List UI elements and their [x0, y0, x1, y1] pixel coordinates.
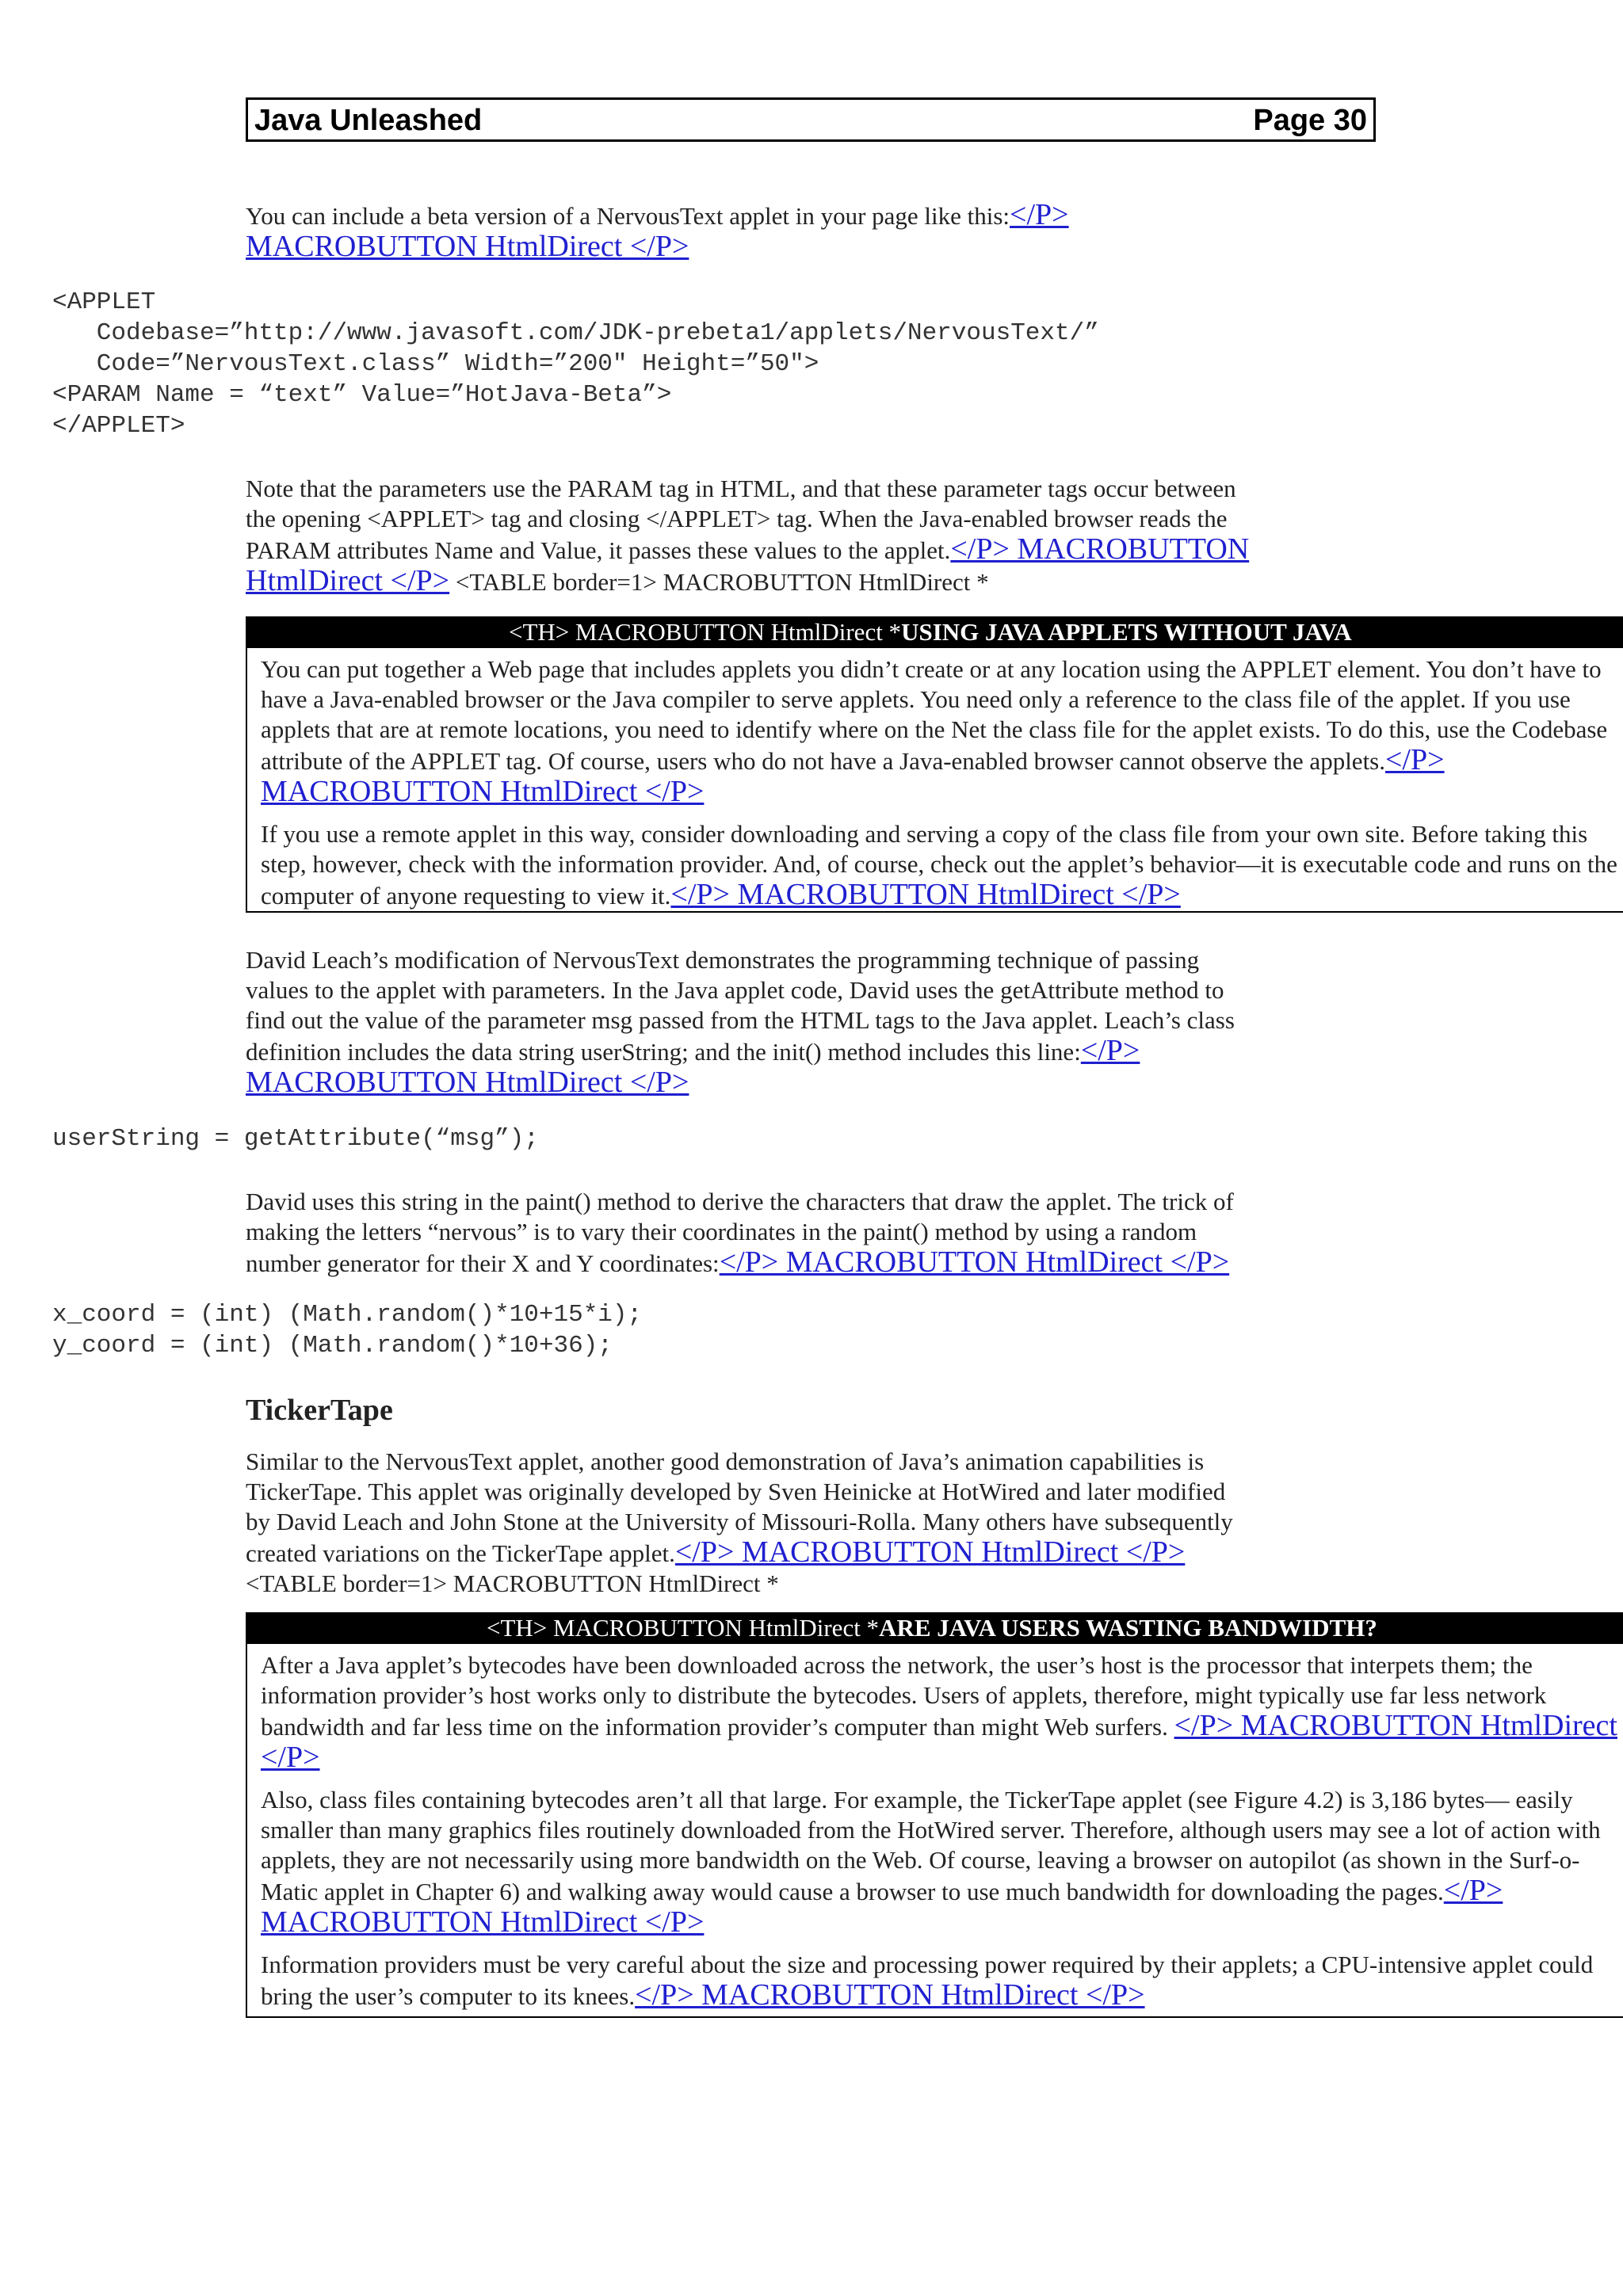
macrobutton-link[interactable]: HtmlDirect </P>: [246, 564, 450, 597]
sidebar-paragraph: Information providers must be very careful about the size and processing power required by their applets; a CPU-intensive applet could bring the user’s computer to its knees.</P> MACROBUTTON HtmlDirect </P>: [261, 1951, 1594, 2012]
sidebar-paragraph: You can put together a Web page that includes applets you didn’t create or at any location using the APPLET element. You don’t have to have a Java-enabled browser or the Java compiler to serve applets. You need only a reference to the class file of the applet. If you use applets that are at remote locations, you need to identify where on the Net the class file for the applet exists. To do this, use the Codebase attribute of the APPLET tag. Of course, users who do not have a Java-enabled browser cannot observe the applets.</P> MACROBUTTON HtmlDirect </P>: [261, 655, 1608, 808]
macrobutton-link[interactable]: </P>: [1010, 198, 1069, 231]
sidebar-paragraph: If you use a remote applet in this way, consider downloading and serving a copy of the class file from your own site. Before taking this step, however, check with the information provider. And, of course, check out the applet’s behavior—it is executable code and runs on the computer of anyone requesting to view it.</P> MACROBUTTON HtmlDirect </P>: [261, 820, 1617, 911]
macrobutton-link[interactable]: </P> MACROBUTTON: [950, 532, 1250, 566]
macrobutton-link[interactable]: </P> MACROBUTTON HtmlDirect </P>: [261, 1874, 1503, 1939]
paragraph-param-note: Note that the parameters use the PARAM tag in HTML, and that these parameter tags occur between the opening <APPLET> tag and closing </APPLET> tag. When the Java-enabled browser reads the PARAM attributes Name and Value, it passes these values to the applet.</P> MACROBUTTON HtmlDirect </P> <TABLE border=1> MACROBUTTON HtmlDirect *: [246, 475, 1250, 597]
code-block-coords: x_coord = (int) (Math.random()*10+15*i); y_coord = (int) (Math.random()*10+36);: [52, 1301, 643, 1360]
macrobutton-link[interactable]: </P> MACROBUTTON HtmlDirect </P>: [261, 743, 1445, 808]
macrobutton-link[interactable]: </P>: [1080, 1034, 1140, 1067]
page-number: Page 30: [1253, 104, 1367, 137]
paragraph-leach-modification: David Leach’s modification of NervousText demonstrates the programming technique of passing values to the applet with parameters. In the Java applet code, David uses the getAttribute method to find out the value of the parameter msg passed from the HTML tags to the Java applet. Leach’s class definition includes the data string userString; and the init() method includes this line:</P> MACROBUTTON HtmlDirect </P>: [246, 946, 1235, 1099]
sidebar-box-bandwidth: [246, 1612, 1623, 2018]
sidebar-box-title: <TH> MACROBUTTON HtmlDirect *ARE JAVA USERS WASTING BANDWIDTH?: [247, 1612, 1623, 1644]
macrobutton-link[interactable]: </P> MACROBUTTON HtmlDirect </P>: [261, 1709, 1617, 1774]
book-title: Java Unleashed: [254, 104, 483, 137]
paragraph-tickertape: Similar to the NervousText applet, another good demonstration of Java’s animation capabilities is TickerTape. This applet was originally developed by Sven Heinicke at HotWired and later modified by David Leach and John Stone at the University of Missouri-Rolla. Many others have subsequently created variations on the TickerTape applet.</P> MACROBUTTON HtmlDirect </P> <TABLE border=1> MACROBUTTON HtmlDirect *: [246, 1447, 1233, 1597]
sidebar-paragraph: Also, class files containing bytecodes aren’t all that large. For example, the TickerTape applet (see Figure 4.2) is 3,186 bytes— easily smaller than many graphics files routinely downloaded from the HotWired server. Therefore, although users may see a lot of action with applets, they are not necessarily using more bandwidth on the Web. Of course, leaving a browser on autopilot (as shown in the Surf-o-Matic applet in Chapter 6) and walking away would cause a browser to use much bandwidth for downloading the pages.</P> MACROBUTTON HtmlDirect </P>: [261, 1786, 1601, 1939]
macrobutton-link[interactable]: </P> MACROBUTTON HtmlDirect </P>: [635, 1978, 1145, 2012]
macrobutton-link[interactable]: MACROBUTTON HtmlDirect </P>: [246, 230, 689, 263]
macrobutton-link[interactable]: </P> MACROBUTTON HtmlDirect </P>: [719, 1245, 1230, 1279]
macrobutton-link[interactable]: MACROBUTTON HtmlDirect </P>: [246, 1066, 689, 1099]
sidebar-paragraph: After a Java applet’s bytecodes have been downloaded across the network, the user’s host is the processor that interpets them; the information provider’s host works only to distribute the bytecodes. Users of applets, therefore, might typically use far less network bandwidth and far less time on the information provider’s computer than might Web surfers. </P> MACROBUTTON HtmlDirect </P>: [261, 1651, 1617, 1774]
macrobutton-link[interactable]: </P> MACROBUTTON HtmlDirect </P>: [670, 878, 1181, 911]
code-block-getattribute: userString = getAttribute(“msg”);: [52, 1125, 539, 1153]
page-header: [246, 97, 1376, 142]
sidebar-box-applets-without-java: [246, 616, 1623, 913]
section-heading-tickertape: TickerTape: [246, 1394, 393, 1427]
macrobutton-link[interactable]: </P> MACROBUTTON HtmlDirect </P>: [674, 1535, 1186, 1569]
paragraph-intro: You can include a beta version of a NervousText applet in your page like this:</P> MACROBUTTON HtmlDirect </P>: [246, 198, 1069, 263]
sidebar-box-title: <TH> MACROBUTTON HtmlDirect *USING JAVA APPLETS WITHOUT JAVA: [247, 616, 1623, 648]
code-block-applet: <APPLET Codebase=”http://www.javasoft.com/JDK-prebeta1/applets/NervousText/” Code=”NervousText.class” Width=”200" Height=”50"> <PARAM Name = “text” Value=”HotJava-Beta”> </APPLET>: [52, 288, 1099, 440]
paragraph-paint-method: David uses this string in the paint() method to derive the characters that draw the applet. The trick of making the letters “nervous” is to vary their coordinates in the paint() method by using a random number generator for their X and Y coordinates:</P> MACROBUTTON HtmlDirect </P>: [246, 1188, 1234, 1279]
